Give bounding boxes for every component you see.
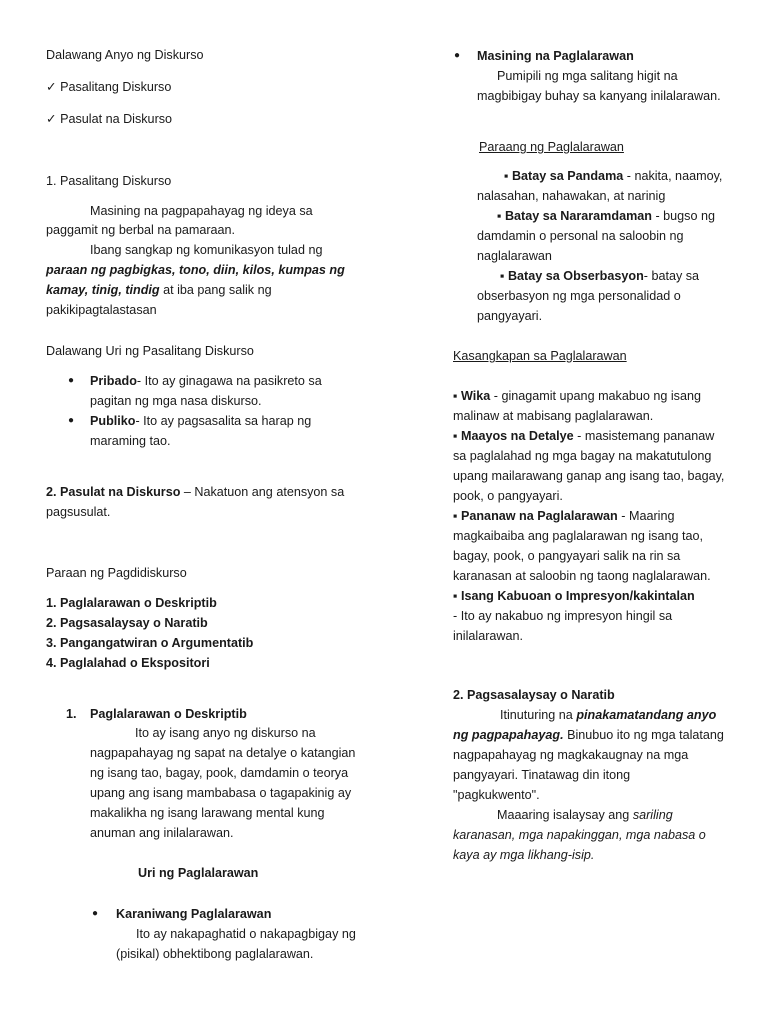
- list-item-continuation: - Ito ay nakabuo ng impresyon hingil sa: [453, 609, 673, 623]
- list-item-paraan: 3. Pangangatwiran o Argumentatib: [46, 636, 254, 650]
- paragraph-line: [497, 805, 673, 825]
- check-mark-icon: ✓: [46, 80, 57, 94]
- heading-uri-paglalarawan: Uri ng Paglalarawan: [138, 866, 259, 880]
- term: ▪ Maayos na Detalye: [453, 429, 574, 443]
- bullet-icon: ●: [92, 908, 99, 919]
- paragraph-line: ng isang tao, bagay, pook, damdamin o teorya: [90, 766, 349, 780]
- paragraph-text: at iba pang salik ng: [159, 283, 272, 297]
- heading-kasangkapan: Kasangkapan sa Paglalarawan: [453, 349, 627, 363]
- list-number: 1.: [66, 707, 77, 721]
- paragraph-text: Binubuo ito ng mga talatang: [563, 728, 724, 742]
- definition: - nakita, naamoy,: [623, 169, 723, 183]
- paragraph-line: "pagkukwento".: [453, 788, 540, 802]
- paragraph-line: paggamit ng berbal na pamaraan.: [46, 223, 236, 237]
- paragraph-line: Ibang sangkap ng komunikasyon tulad ng: [90, 243, 323, 257]
- list-item-paraan: 4. Paglalahad o Ekspositori: [46, 656, 210, 670]
- term: ▪ Wika: [453, 389, 491, 403]
- definition: - Ito ay ginagawa na pasikreto sa: [136, 374, 322, 388]
- list-item-paraan: 1. Paglalarawan o Deskriptib: [46, 596, 217, 610]
- list-item-continuation: sa paglalahad ng mga bagay na makatutulong: [453, 449, 712, 463]
- paragraph-line: nagpapahayag ng magkakaugnay na mga: [453, 748, 689, 762]
- paragraph-text: Maaaring isalaysay ang: [497, 808, 633, 822]
- list-item-continuation: maraming tao.: [90, 434, 171, 448]
- definition: - Ito ay pagsasalita sa harap ng: [135, 414, 312, 428]
- list-item-paraan: 2. Pagsasalaysay o Naratib: [46, 616, 208, 630]
- section-title-pasalita: 1. Pasalitang Diskurso: [46, 174, 172, 188]
- paragraph-line: [453, 725, 724, 745]
- bullet-icon: ●: [454, 50, 461, 61]
- paragraph-text: – Nakatuon ang atensyon sa: [180, 485, 345, 499]
- emphasis-line: paraan ng pagbigkas, tono, diin, kilos, kumpas ng: [46, 263, 345, 277]
- paragraph-line: kaya ay mga likhang-isip.: [453, 848, 595, 862]
- paragraph-text: Itinuturing na: [500, 708, 577, 722]
- heading-paraan: Paraan ng Pagdidiskurso: [46, 566, 187, 580]
- section-title-pasulat: 2. Pasulat na Diskurso: [46, 485, 181, 499]
- definition: - Maaring: [617, 509, 675, 523]
- list-item-nararamdaman: [497, 206, 715, 226]
- check-item-pasalita: [46, 77, 171, 97]
- paragraph-line: [500, 705, 716, 725]
- list-item-continuation: nalasahan, nahawakan, at narinig: [477, 189, 666, 203]
- section-title-naratib: 2. Pagsasalaysay o Naratib: [453, 688, 615, 702]
- section-pasulat: [46, 482, 344, 502]
- term: Publiko: [90, 414, 136, 428]
- list-item-continuation: pook, o pangyayari.: [453, 489, 563, 503]
- emphasis-text: kamay, tinig, tindig: [46, 283, 160, 297]
- list-item-continuation: obserbasyon ng mga personalidad o: [477, 289, 681, 303]
- check-item-pasulat: [46, 109, 172, 129]
- paragraph-line: upang ang isang mambabasa o tagapakinig ay: [90, 786, 352, 800]
- paragraph-line: (pisikal) obhektibong paglalarawan.: [116, 947, 314, 961]
- definition: - bugso ng: [651, 209, 715, 223]
- paragraph-line: [46, 280, 272, 300]
- term: ▪ Batay sa Pandama: [504, 169, 624, 183]
- list-item-continuation: pangyayari.: [477, 309, 543, 323]
- bullet-icon: ●: [68, 375, 75, 386]
- list-item-continuation: malinaw at mabisang paglalarawan.: [453, 409, 654, 423]
- list-item-continuation: upang mailarawang ganap ang isang tao, bagay,: [453, 469, 725, 483]
- list-item-maayos: [453, 426, 714, 446]
- paragraph-line: anuman ang inilalarawan.: [90, 826, 234, 840]
- paragraph-line: Ito ay isang anyo ng diskurso na: [135, 726, 316, 740]
- definition: - ginagamit upang makabuo ng isang: [490, 389, 701, 403]
- paragraph-line: makalikha ng isang larawang mental kung: [90, 806, 325, 820]
- section-title-deskriptib: Paglalarawan o Deskriptib: [90, 707, 247, 721]
- list-item-continuation: naglalarawan: [477, 249, 552, 263]
- paragraph-line: pagsusulat.: [46, 505, 111, 519]
- term: ▪ Batay sa Obserbasyon: [500, 269, 644, 283]
- list-item-karaniwan: Karaniwang Paglalarawan: [116, 907, 272, 921]
- list-item-obserbasyon: [500, 266, 699, 286]
- list-item-continuation: magkaibaiba ang paglalarawan ng isang tao,: [453, 529, 703, 543]
- paragraph-line: magbibigay buhay sa kanyang inilalarawan.: [477, 89, 721, 103]
- emphasis-text: ng pagpapahayag.: [453, 728, 564, 742]
- list-item-continuation: damdamin o personal na saloobin ng: [477, 229, 684, 243]
- list-item-continuation: inilalarawan.: [453, 629, 524, 643]
- paragraph-line: Masining na pagpapahayag ng ideya sa: [90, 204, 313, 218]
- paragraph-line: Ito ay nakapaghatid o nakapagbigay ng: [136, 927, 356, 941]
- heading-dalawang-anyo: Dalawang Anyo ng Diskurso: [46, 48, 204, 62]
- list-item-continuation: pagitan ng mga nasa diskurso.: [90, 394, 262, 408]
- list-item-continuation: karanasan at saloobin ng taong naglalarawan.: [453, 569, 711, 583]
- check-item-label: Pasulat na Diskurso: [60, 112, 173, 126]
- definition: - masistemang pananaw: [573, 429, 715, 443]
- term: ▪ Pananaw na Paglalarawan: [453, 509, 618, 523]
- paragraph-line: nagpapahayag ng sapat na detalye o katangian: [90, 746, 356, 760]
- list-item-kabuoan: ▪ Isang Kabuoan o Impresyon/kakintalan: [453, 589, 695, 603]
- list-item-pribado: [90, 371, 322, 391]
- list-item-wika: [453, 386, 701, 406]
- bullet-icon: ●: [68, 415, 75, 426]
- paragraph-line: Pumipili ng mga salitang higit na: [497, 69, 678, 83]
- term: Pribado: [90, 374, 137, 388]
- heading-dalawang-uri: Dalawang Uri ng Pasalitang Diskurso: [46, 344, 254, 358]
- list-item-masining: Masining na Paglalarawan: [477, 49, 634, 63]
- heading-paraang: Paraang ng Paglalarawan: [479, 140, 624, 154]
- paragraph-line: karanasan, mga napakinggan, mga nabasa o: [453, 828, 706, 842]
- term: ▪ Batay sa Nararamdaman: [497, 209, 652, 223]
- paragraph-line: pakikipagtalastasan: [46, 303, 157, 317]
- list-item-pandama: [504, 166, 722, 186]
- list-item-pananaw: [453, 506, 674, 526]
- check-mark-icon: ✓: [46, 112, 57, 126]
- paragraph-line: pangyayari. Tinatawag din itong: [453, 768, 631, 782]
- check-item-label: Pasalitang Diskurso: [60, 80, 172, 94]
- list-item-continuation: bagay, pook, o pangyayari salik na rin sa: [453, 549, 681, 563]
- definition: - batay sa: [643, 269, 700, 283]
- list-item-publiko: [90, 411, 311, 431]
- emphasis-text: pinakamatandang anyo: [576, 708, 717, 722]
- emphasis-text: sariling: [632, 808, 673, 822]
